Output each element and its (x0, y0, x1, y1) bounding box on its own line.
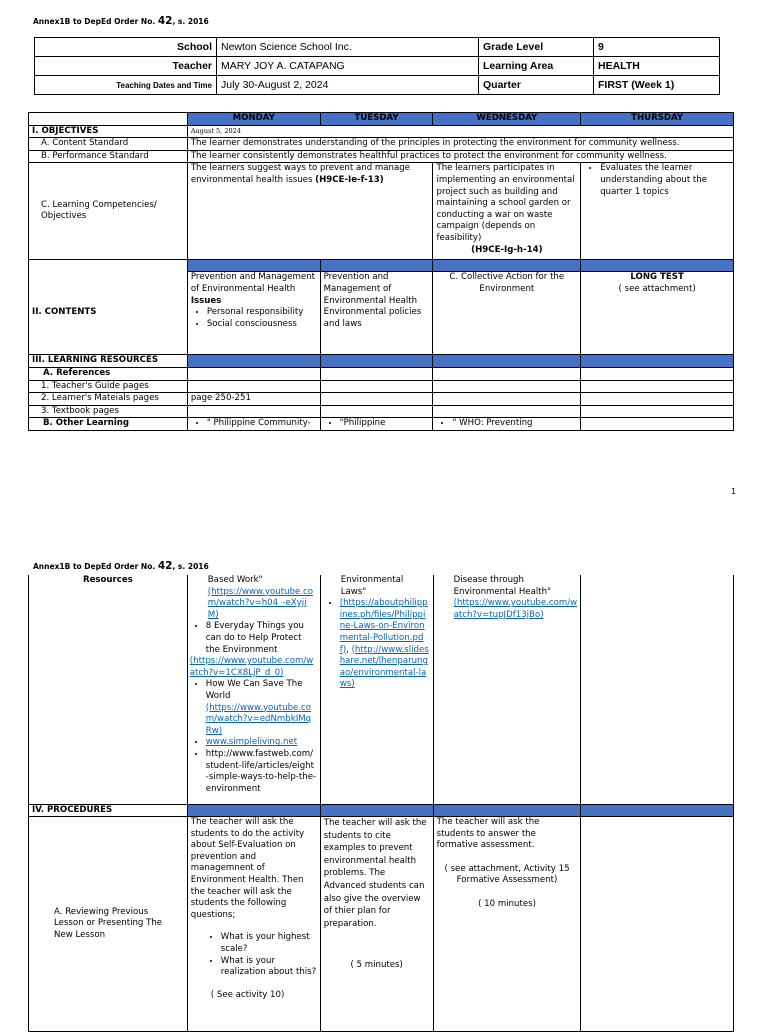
teacher-value: MARY JOY A. CATAPANG (217, 57, 479, 76)
header-table (34, 37, 720, 95)
contents-mon: Prevention and Management of Environmental Health Issues • Personal responsibility • Social consciousness (187, 272, 320, 355)
dates-value: July 30-August 2, 2024 (217, 76, 479, 95)
procedures-title: IV. PROCEDURES (29, 804, 188, 817)
review-lesson-label: A. Reviewing Previous Lesson or Presenting The New Lesson (29, 817, 188, 1032)
area-label: Learning Area (479, 57, 594, 76)
other-resources-label: B. Other Learning (29, 418, 188, 431)
grade-label: Grade Level (479, 38, 594, 57)
quarter-label: Quarter (479, 76, 594, 95)
area-value: HEALTH (594, 57, 720, 76)
link-youtube-2[interactable]: (https://www.youtube.com/watch?v=1CX8LjP_d_0) (189, 656, 314, 678)
link-youtube-who[interactable]: (https://www.youtube.com/watch?v=tupJDf13jBo) (453, 598, 578, 620)
content-standard-text: The learner demonstrates understanding of the principles in protecting the environment for community wellness. (187, 138, 733, 151)
school-label: School (35, 38, 217, 57)
contents-thu: LONG TEST ( see attachment) (581, 272, 734, 355)
competency-thu: • Evaluates the learner understanding about the quarter 1 topics (581, 163, 734, 260)
competency-mon-tue: The learners suggest ways to prevent and manage environmental health issues (H9CE-Ie-f-13) (187, 163, 433, 260)
dll-table-page1: MONDAY TUESDAY WEDNESDAY THURSDAY I. OBJECTIVES August 5, 2024 A. Content Standard The learner demonstrates understanding of the principles in protecting the environment for community wellness. B. Performance Standard The learner consistently demonstrates healthful practices to protect the environment for community wellness. C. Learning Competencies/ Objectives The learners suggest ways to prevent and manage environmental health issues (H9CE-Ie-f-13) The learners participates in implementing an environmental project such as building and maintaining a school garden or conducting a war on waste campaign (depends on feasibility) (H9CE-Ig-h-14) • Evaluates the learner understanding about the quarter 1 topics II. CONTENTS Prevention and Management of Environmental Health Issues • Personal responsibility • Social consciousness Prevention and Management of Environmental Health Environmental policies and laws C. Collective Action for the Environment LONG TEST ( see attachment) III. LEARNING RESOURCES A. References 1. Teacher's Guide pages 2. Learner's Mateials pages page 250-251 3. Textbook pages B. Other Learning • " Philippine Community- • "Philippine • " WHO: Preventing (28, 112, 734, 431)
resources-wed: Disease through Environmental Health" (https://www.youtube.com/watch?v=tupJDf13jBo) (433, 575, 581, 804)
link-youtube-1[interactable]: (https://www.youtube.com/watch?v=h04_-eXyjjM) (207, 586, 314, 620)
corner-cell (29, 113, 188, 126)
resources-title: III. LEARNING RESOURCES (29, 355, 188, 368)
contents-tue: Prevention and Management of Environmental Health Environmental policies and laws (320, 272, 433, 355)
day-wednesday: WEDNESDAY (433, 113, 581, 126)
review-wed: The teacher will ask the students to answer the formative assessment. ( see attachment, Activity 15 Formative Assessment) ( 10 minutes) (433, 817, 581, 1032)
grade-value: 9 (594, 38, 720, 57)
textbook-pages-label: 3. Textbook pages (29, 405, 188, 418)
quarter-value: FIRST (Week 1) (594, 76, 720, 95)
link-youtube-3[interactable]: (https://www.youtube.com/watch?v=edNmbkIMqRw) (205, 702, 312, 736)
resources-tue: Environmental Laws" • (https://aboutphilippines.ph/files/Philippine-Laws-on-Environmental-Pollution.pdf), (http://www.slideshare.net/lhenparungao/environmental-laws) (320, 575, 433, 804)
dll-table-page2 (28, 575, 734, 1032)
performance-standard-label: B. Performance Standard (29, 150, 188, 163)
annex-title-page2: Annex1B to DepEd Order No. 42, s. 2016 (33, 560, 209, 572)
annex-title: Annex1B to DepEd Order No. 42, s. 2016 (33, 15, 209, 27)
contents-title: II. CONTENTS (29, 272, 188, 355)
resources-label-cont: Resources (29, 575, 188, 804)
day-tuesday: TUESDAY (320, 113, 433, 126)
review-mon: The teacher will ask the students to do the activity about Self-Evaluation on prevention and managemnent of Environment Health. Then the teacher will ask the students the following questions; • What is your highest scale? • What is your realization about this? ( See activity 10) (187, 817, 320, 1032)
link-slideshare[interactable]: (http://www.slideshare.net/lhenparungao/environmental-laws) (339, 644, 429, 690)
school-value: Newton Science School Inc. (217, 38, 479, 57)
teacher-label: Teacher (35, 57, 217, 76)
competency-label: C. Learning Competencies/ Objectives (29, 163, 188, 260)
contents-wed: C. Collective Action for the Environment (433, 272, 581, 355)
lm-pages-label: 2. Learner's Mateials pages (29, 393, 188, 406)
page-number: 1 (731, 487, 737, 496)
link-simpleliving[interactable]: www.simpleliving.net (205, 737, 298, 748)
tg-pages-label: 1. Teacher's Guide pages (29, 380, 188, 393)
competency-wed: The learners participates in implementing an environmental project such as building and maintaining a school garden or conducting a war on waste campaign (depends on feasibility) (H9CE-Ig-h-14) (433, 163, 581, 260)
dates-label: Teaching Dates and Time (35, 76, 217, 95)
resources-mon: Based Work" (https://www.youtube.com/watch?v=h04_-eXyjjM) • 8 Everyday Things you can do to Help Protect the Environment (https://www.youtube.com/watch?v=1CX8LjP_d_0) • How We Can Save The World (https://www.youtube.com/watch?v=edNmbkIMqRw) • www.simpleliving.net • http://www.fastweb.com/student-life/articles/eight-simple-ways-to-help-the-environment (187, 575, 320, 804)
link-aboutphilippines[interactable]: (https://aboutphilippines.ph/files/Philippine-Laws-on-Environmental-Pollution.pdf) (339, 598, 428, 655)
date-note: August 5, 2024 (187, 125, 733, 138)
day-thursday: THURSDAY (581, 113, 734, 126)
references-label: A. References (29, 367, 188, 380)
content-standard-label: A. Content Standard (29, 138, 188, 151)
objectives-title: I. OBJECTIVES (29, 125, 188, 138)
review-tue: The teacher will ask the students to cite examples to prevent environmental health problems. The Advanced students can also give the overview of thier plan for preparation. ( 5 minutes) (320, 817, 433, 1032)
performance-standard-text: The learner consistently demonstrates healthful practices to protect the environment for community wellness. (187, 150, 733, 163)
day-monday: MONDAY (187, 113, 320, 126)
lm-pages-value: page 250-251 (187, 393, 320, 406)
